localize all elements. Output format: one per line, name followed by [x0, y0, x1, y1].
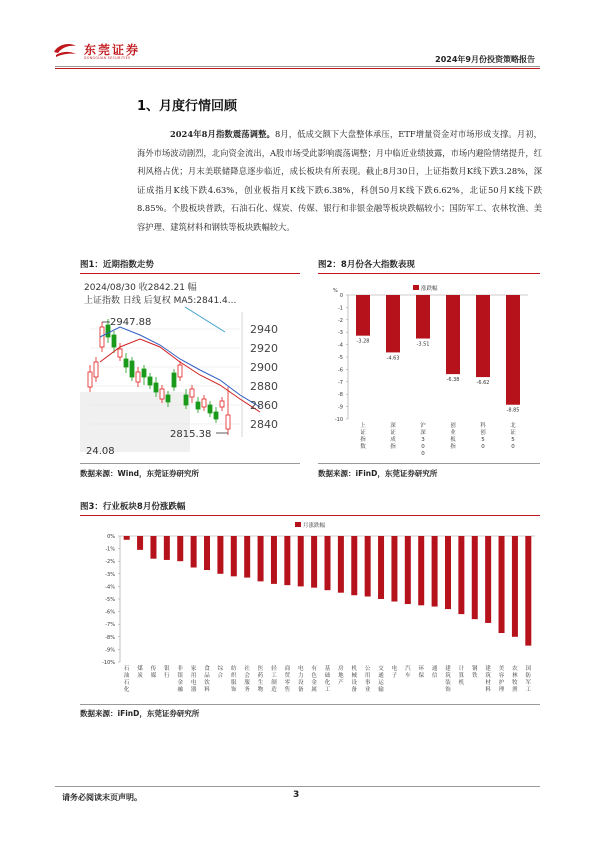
bar-28: [499, 536, 505, 633]
x-tick-label: 指: [450, 444, 456, 450]
x-tick-label: 机: [458, 680, 465, 686]
x-tick-label: 业: [364, 687, 371, 693]
x-tick-label: 轻: [271, 666, 277, 672]
y-tick-label: -9: [338, 404, 343, 411]
x-tick-label: 产: [338, 680, 344, 686]
bar-4: [177, 536, 183, 561]
figure2-index-bar-chart: [318, 277, 540, 462]
x-tick-label: 创: [450, 423, 456, 429]
x-tick-label: 北: [510, 423, 516, 429]
x-tick-label: 工: [324, 687, 331, 693]
x-tick-label: 0: [421, 451, 425, 457]
x-tick-label: 用: [364, 673, 371, 679]
x-tick-label: 化: [123, 687, 130, 693]
figure1-source: 数据来源：Wind，东莞证券研究所: [80, 469, 200, 478]
x-tick-label: 炭: [137, 673, 143, 679]
x-tick-label: 容: [498, 673, 505, 679]
x-tick-label: 贸: [284, 673, 291, 679]
x-tick-label: 计: [458, 666, 465, 672]
x-tick-label: 创: [480, 430, 486, 436]
x-tick-label: 综: [217, 666, 224, 672]
x-tick-label: 煤: [137, 666, 143, 672]
bar-value-label: -8.85: [506, 407, 520, 414]
x-tick-label: 工: [525, 687, 532, 693]
figure1-date-label: 24.08: [86, 446, 115, 457]
summary-paragraph: [137, 125, 542, 236]
figure1-y-tick: 2840: [250, 418, 278, 431]
bar-21: [405, 536, 411, 604]
x-tick-label: 军: [525, 680, 532, 686]
x-tick-label: 汽: [405, 666, 411, 672]
bar-13: [298, 536, 304, 586]
x-tick-label: 传: [150, 666, 157, 672]
x-tick-label: 钢: [472, 666, 478, 672]
x-tick-label: 工: [271, 673, 277, 679]
x-tick-label: 饰: [445, 687, 451, 693]
bar-17: [351, 536, 357, 595]
x-tick-label: 非: [177, 666, 183, 672]
x-tick-label: 商: [284, 666, 291, 672]
x-tick-label: 织: [231, 673, 237, 679]
x-tick-label: 板: [450, 437, 456, 443]
bar-value-label: -3.51: [416, 341, 430, 348]
x-tick-label: 电: [297, 666, 304, 672]
bar-value-label: -6.62: [476, 380, 490, 387]
x-tick-label: 电: [190, 680, 197, 686]
bar-value-label: -6.38: [446, 377, 460, 384]
bar-5: [191, 536, 197, 568]
candle-body: [142, 369, 146, 377]
x-tick-label: 物: [257, 687, 264, 693]
figure1-low-label: 2815.38: [170, 429, 212, 440]
figure1-y-tick: 2940: [250, 323, 278, 336]
x-tick-label: 防: [525, 673, 532, 679]
x-tick-label: 指: [360, 437, 366, 443]
x-tick-label: 用: [190, 673, 197, 679]
y-tick-label: -7: [338, 379, 343, 386]
candle-body: [178, 365, 182, 377]
x-tick-label: 金: [177, 680, 183, 686]
x-tick-label: 饰: [231, 687, 237, 693]
candle-body: [88, 372, 92, 387]
bar-3: [446, 295, 460, 374]
candle-body: [172, 373, 176, 387]
bar-0: [124, 536, 130, 540]
bar-0: [356, 295, 370, 336]
x-tick-label: 子: [391, 673, 398, 679]
x-tick-label: 化: [324, 680, 331, 686]
page-number: 3: [293, 790, 300, 800]
paragraph-body: 8月，低成交额下大盘整体承压，ETF增量资金对市场形成支撑。月初，海外市场波动剧烈，北向资金流出，A股市场受此影响震荡调整；月中临近业绩披露，市场内避险情绪提升，红利风格占优；月末美联储降息逐步临近，成长板块有所表现。截止8月30日，上证指数月K线下跌3.28%，深证成指月K线下跌4.63%，创业板指月K线下跌6.38%，科创50月K线下跌6.62%，北证50月K线下跌8.85%。个股板块普跌，石油石化、煤炭、传媒、银行和非银金融等板块跌幅较小；国防军工、农林牧渔、美容护理、建筑材料和钢铁等板块跌幅较大。: [137, 129, 542, 232]
x-tick-label: 0: [481, 444, 485, 450]
x-tick-label: 造: [271, 687, 277, 693]
candle-body: [118, 349, 122, 357]
figure1-y-tick: 2880: [250, 380, 278, 393]
x-tick-label: 金: [311, 680, 317, 686]
x-tick-label: 生: [257, 680, 264, 686]
x-tick-label: 材: [485, 680, 491, 686]
bar-value-label: -4.63: [386, 355, 400, 362]
x-tick-label: 渔: [512, 687, 518, 693]
x-tick-label: 食: [204, 666, 210, 672]
x-tick-label: 铁: [472, 673, 478, 679]
figure1-y-tick: 2920: [250, 342, 278, 355]
candle-body: [148, 377, 152, 385]
y-tick-label: -1%: [105, 546, 115, 553]
x-tick-label: 通: [378, 673, 384, 679]
legend-swatch: [295, 522, 301, 527]
figure2-source: 数据来源：iFinD，东莞证券研究所: [318, 469, 438, 478]
x-tick-label: 指: [390, 444, 396, 450]
x-tick-label: 社: [244, 666, 250, 672]
x-tick-label: 车: [405, 673, 411, 679]
x-tick-label: 础: [324, 673, 331, 679]
x-tick-label: 装: [445, 680, 451, 686]
x-tick-label: 色: [311, 673, 317, 679]
figure3-source: 数据来源：iFinD，东莞证券研究所: [80, 709, 200, 718]
x-tick-label: 零: [284, 680, 291, 686]
x-tick-label: 信: [431, 673, 438, 679]
x-tick-label: 运: [378, 680, 384, 686]
x-tick-label: 银: [177, 673, 183, 679]
x-tick-label: 备: [351, 687, 358, 693]
x-tick-label: 业: [450, 430, 456, 436]
x-tick-label: 科: [480, 423, 486, 429]
header-divider: [55, 66, 540, 67]
logo-icon: [52, 42, 78, 58]
bar-12: [284, 536, 290, 585]
figure3-source-divider: [80, 704, 540, 705]
bar-1: [386, 295, 400, 352]
report-title: 2024年9月份投资策略报告: [435, 55, 535, 64]
x-tick-label: 家: [190, 666, 197, 672]
x-tick-label: 医: [257, 666, 264, 672]
y-tick-label: -8%: [105, 634, 115, 641]
x-tick-label: 属: [311, 687, 317, 693]
x-tick-label: 力: [297, 673, 304, 679]
bar-2: [150, 536, 156, 559]
x-tick-label: 环: [418, 666, 424, 672]
x-tick-label: 上: [360, 423, 366, 429]
x-tick-label: 国: [525, 666, 532, 672]
candle-body: [154, 383, 158, 392]
x-tick-label: 售: [284, 687, 291, 693]
y-tick-label: -1: [338, 305, 343, 312]
x-tick-label: 器: [190, 687, 197, 693]
bar-30: [525, 536, 531, 646]
bar-29: [512, 536, 518, 637]
figure3-caption: 图3：行业板块8月份涨跌幅: [80, 500, 540, 516]
y-tick-label: -10%: [102, 660, 115, 666]
y-tick-label: -10: [334, 417, 343, 423]
bar-14: [311, 536, 317, 588]
legend-label: 涨跌幅: [421, 286, 438, 292]
x-tick-label: 公: [364, 666, 371, 672]
bar-5: [506, 295, 520, 405]
x-tick-label: 银: [164, 666, 170, 672]
x-tick-label: 农: [512, 666, 518, 672]
legend-label: 月涨跌幅: [303, 523, 326, 529]
figure3-industry-bar-chart: [80, 518, 540, 703]
x-tick-label: 有: [311, 666, 317, 672]
x-tick-label: 械: [351, 673, 358, 679]
candle-body: [112, 335, 116, 347]
x-tick-label: 证: [360, 430, 366, 436]
y-tick-label: -3%: [105, 571, 115, 578]
x-tick-label: 牧: [512, 680, 518, 686]
candle-body: [130, 361, 134, 377]
y-tick-label: 0%: [107, 534, 115, 540]
x-tick-label: 0: [511, 444, 515, 450]
bar-19: [378, 536, 384, 599]
x-tick-label: 筑: [485, 673, 491, 679]
x-tick-label: 证: [390, 430, 396, 436]
x-tick-label: 石: [123, 666, 130, 672]
candle-body: [208, 405, 212, 413]
x-tick-label: 油: [123, 673, 130, 679]
bar-6: [204, 536, 210, 570]
x-tick-label: 美: [498, 666, 505, 672]
bar-20: [391, 536, 397, 602]
y-tick-label: -8: [338, 392, 343, 399]
bar-value-label: -3.28: [356, 338, 370, 345]
bar-22: [418, 536, 424, 605]
candle-body: [196, 402, 200, 409]
x-tick-label: 沪: [420, 423, 426, 429]
bar-11: [271, 536, 277, 584]
figure1-caption: 图1：近期指数走势: [80, 258, 300, 274]
candle-body: [226, 415, 230, 429]
x-tick-label: 通: [431, 666, 438, 672]
x-tick-label: 5: [481, 437, 485, 443]
figure1-date-line: 2024/08/30 收2842.21 幅: [84, 283, 197, 293]
bar-24: [445, 536, 451, 609]
y-unit-label: %: [333, 288, 338, 294]
section-title: 1、月度行情回顾: [137, 99, 238, 114]
figure1-source-divider: [80, 463, 300, 464]
x-tick-label: 深: [390, 423, 396, 429]
candle-body: [94, 362, 98, 377]
y-tick-label: -2%: [105, 559, 115, 566]
y-tick-label: -6: [338, 367, 343, 374]
figure1-legend-line: 上证指数 日线 后复权 MA5:2841.4...: [84, 296, 237, 306]
candle-body: [202, 399, 206, 407]
x-tick-label: 设: [351, 680, 358, 686]
x-tick-label: 筑: [445, 673, 451, 679]
x-tick-label: 饮: [204, 680, 210, 686]
figure2-source-divider: [318, 463, 540, 464]
x-tick-label: 深: [420, 430, 426, 436]
footer-disclaimer: 请务必阅读末页声明。: [62, 793, 142, 802]
candle-body: [184, 395, 188, 405]
y-tick-label: -5%: [105, 597, 115, 603]
candle-body: [166, 395, 170, 402]
x-tick-label: 建: [445, 666, 451, 672]
y-tick-label: 0: [339, 293, 343, 299]
bar-18: [365, 536, 371, 596]
x-tick-label: 5: [511, 437, 515, 443]
logo-subtext: DONGGUAN SECURITIES: [84, 56, 131, 60]
x-tick-label: 基: [324, 666, 331, 672]
x-tick-label: 料: [204, 687, 210, 693]
x-tick-label: 事: [364, 680, 371, 686]
x-tick-label: 地: [338, 673, 344, 679]
x-tick-label: 理: [498, 687, 505, 693]
y-tick-label: -2: [338, 317, 343, 324]
figure1-y-tick: 2900: [250, 361, 278, 374]
candle-body: [136, 372, 140, 382]
x-tick-label: 电: [391, 666, 398, 672]
paragraph-lead: 2024年8月指数震荡调整。: [170, 129, 275, 139]
x-tick-label: 林: [512, 673, 518, 679]
y-tick-label: -4: [338, 342, 343, 349]
bar-15: [325, 536, 331, 590]
bar-26: [472, 536, 478, 619]
y-tick-label: -5: [338, 355, 343, 361]
candle-body: [160, 389, 164, 399]
header-divider-accent: [55, 68, 540, 69]
x-tick-label: 交: [378, 666, 384, 672]
y-tick-label: -6%: [105, 609, 115, 616]
bar-9: [244, 536, 250, 578]
x-tick-label: 务: [244, 687, 250, 693]
bar-27: [485, 536, 491, 623]
figure1-kline-chart: [80, 277, 300, 462]
x-tick-label: 制: [271, 680, 277, 686]
candle-body: [124, 359, 128, 367]
figure1-y-tick: 2860: [250, 399, 278, 412]
x-tick-label: 行: [164, 673, 170, 679]
bar-8: [231, 536, 237, 576]
x-tick-label: 服: [231, 680, 237, 686]
bar-23: [432, 536, 438, 607]
bar-4: [476, 295, 490, 377]
x-tick-label: 服: [244, 680, 250, 686]
x-tick-label: 护: [498, 680, 505, 686]
y-tick-label: -7%: [105, 622, 115, 629]
x-tick-label: 房: [338, 666, 344, 672]
bar-3: [164, 536, 170, 560]
bar-7: [217, 536, 223, 574]
x-tick-label: 机: [351, 666, 358, 672]
x-tick-label: 证: [510, 430, 516, 436]
x-tick-label: 纺: [231, 666, 237, 672]
y-tick-label: -4%: [105, 584, 115, 591]
bar-1: [137, 536, 143, 550]
x-tick-label: 保: [418, 673, 424, 679]
y-tick-label: -9%: [105, 647, 115, 654]
x-tick-label: 输: [378, 687, 384, 693]
logo-text: 东莞证券: [84, 43, 141, 57]
x-tick-label: 0: [421, 444, 425, 450]
x-tick-label: 成: [390, 437, 396, 443]
bar-25: [458, 536, 464, 614]
x-tick-label: 数: [360, 444, 366, 450]
x-tick-label: 融: [177, 687, 183, 693]
figure1-high-label: 2947.88: [110, 317, 152, 328]
x-tick-label: 3: [421, 437, 425, 443]
y-tick-label: -3: [338, 330, 343, 337]
candle-body: [214, 412, 218, 419]
footer-divider: [55, 786, 540, 787]
x-tick-label: 品: [204, 673, 210, 679]
x-tick-label: 会: [244, 673, 250, 679]
bar-10: [258, 536, 264, 581]
figure2-caption: 图2：8月份各大指数表现: [318, 258, 540, 274]
bar-2: [416, 295, 430, 339]
legend-swatch: [413, 285, 419, 290]
x-tick-label: 媒: [150, 673, 157, 679]
x-tick-label: 石: [123, 680, 130, 686]
x-tick-label: 料: [485, 687, 491, 693]
x-tick-label: 合: [217, 673, 224, 679]
x-tick-label: 算: [458, 673, 465, 679]
candle-body: [190, 389, 194, 397]
candle-body: [220, 401, 224, 407]
x-tick-label: 建: [485, 666, 491, 672]
x-tick-label: 设: [297, 680, 304, 686]
x-tick-label: 备: [297, 687, 304, 693]
x-tick-label: 药: [257, 673, 264, 679]
bar-16: [338, 536, 344, 593]
